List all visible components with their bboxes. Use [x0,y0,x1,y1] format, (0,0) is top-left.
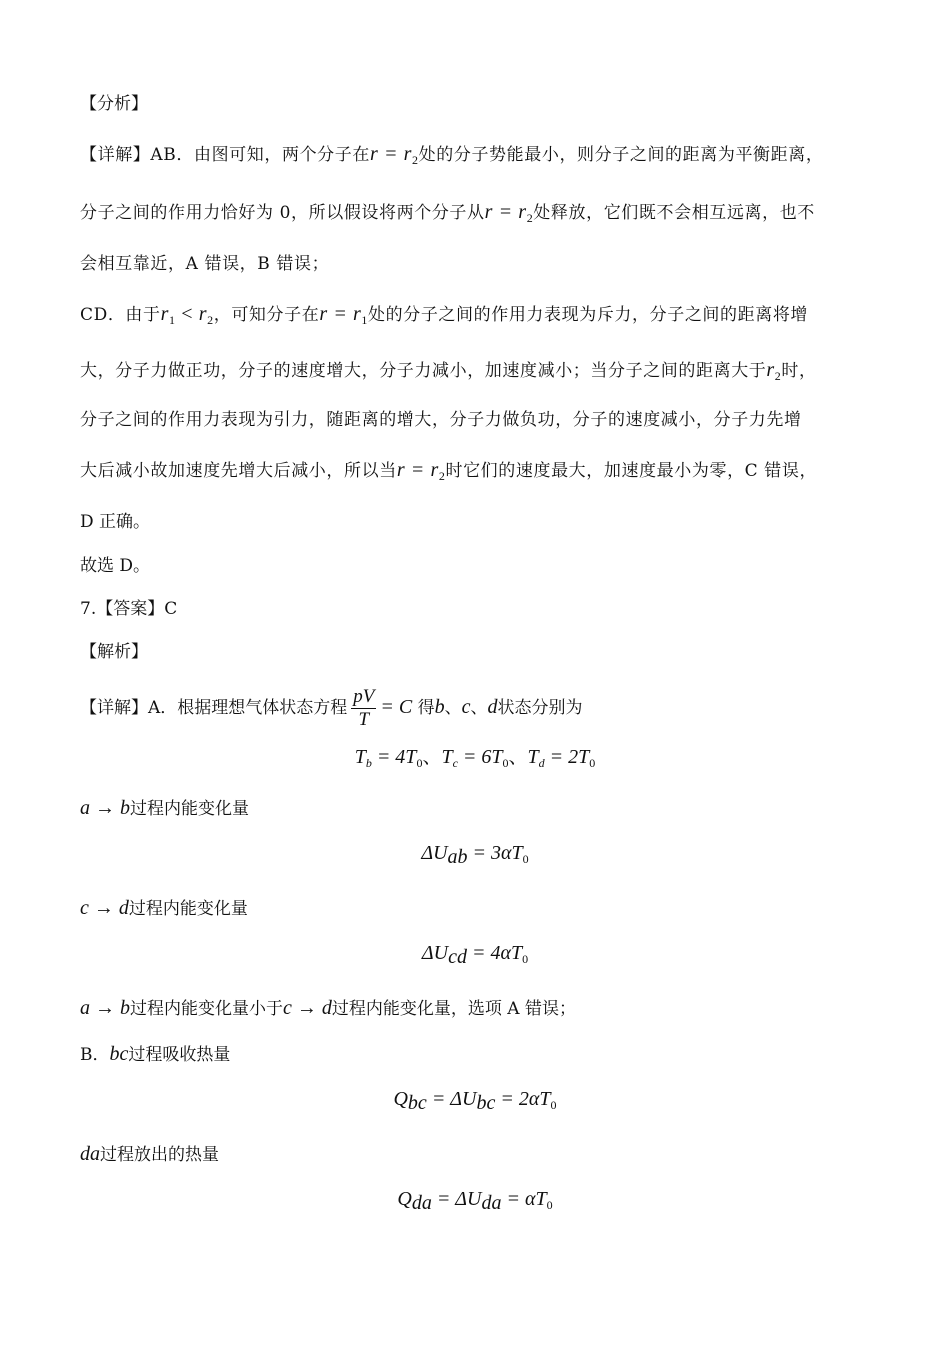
symbol-d: d [487,696,498,718]
symbol-b: b [434,696,445,718]
text: 分子之间的作用力恰好为 0，所以假设将两个分子从 [80,203,485,223]
formula-r-eq-r1: $r = r_1$ [319,303,369,327]
text: 过程放出的热量 [100,1145,219,1165]
equation-delta-u-cd: $\Delta U_{cd} = 4\alpha T_0$ [421,942,529,968]
option-a-conclusion: a → b过程内能变化量小于c → d过程内能变化量，选项 A 错误； [80,997,576,1019]
text: CD．由于 [80,305,161,325]
section-header-analysis: 【分析】 [80,94,148,114]
text: 过程吸收热量 [128,1045,231,1065]
paragraph-cd-line4 [80,458,817,488]
formula-ideal-gas: $\frac{pV}{T}$ [353,686,375,730]
text: 时， [781,361,817,381]
option-b-intro: B．bc过程吸收热量 [80,1043,231,1065]
equation-delta-u-ab: $\Delta U_{ab} = 3\alpha T_0$ [421,842,529,868]
text: 处释放，它们既不会相互远离，也不 [533,203,815,223]
text: 过程内能变化量小于 [130,999,283,1019]
text: 过程内能变化量 [130,799,249,819]
paragraph-cd-line5: D 正确。 [80,512,151,532]
paragraph-ab-line3: 会相互靠近，A 错误，B 错误； [80,254,330,274]
text: 处的分子之间的作用力表现为斥力，分子之间的距离将增 [368,305,809,325]
answer-choice-line: 故选 D。 [80,556,151,576]
formula-eq-c: = C [380,696,413,718]
text: 过程内能变化量，选项 A 错误； [331,999,576,1019]
text: 【详解】AB．由图可知，两个分子在 [80,145,370,165]
equation-q-bc: $Q_{bc} = \Delta U_{bc} = 2\alpha T_0$ [393,1088,557,1114]
paragraph-a-intro: 【详解】A．根据理想气体状态方程 $\frac{pV}{T}$ = C 得b、c、d状态分别为 [80,686,583,730]
equation-q-da: $Q_{da} = \Delta U_{da} = \alpha T_0$ [397,1188,553,1214]
text: 大，分子力做正功，分子的速度增大，分子力减小，加速度减小；当分子之间的距离大于 [80,361,767,381]
paragraph-cd-line3: 分子之间的作用力表现为引力，随距离的增大，分子力做负功，分子的速度减小，分子力先增 [80,410,802,430]
text: 得 [417,698,435,718]
formula-r1-lt-r2: $r_1 < r_2$ [160,303,214,327]
process-ab-label: a → b过程内能变化量 [80,797,249,819]
text: ，可知分子在 [213,305,320,325]
question-7-answer: 7.【答案】C [80,599,178,619]
formula-r-eq-r2: $r = r_2$ [396,459,446,483]
process-da-label: da过程放出的热量 [80,1143,219,1165]
formula-r2: $r_2$ [766,359,782,383]
process-cd-label: c → d过程内能变化量 [80,897,248,919]
paragraph-cd-line2 [80,358,817,388]
text: 【详解】A．根据理想气体状态方程 [80,698,348,718]
paragraph-ab-line2 [80,200,815,230]
text: 大后减小故加速度先增大后减小，所以当 [80,461,397,481]
equation-temperatures: $T_b = 4T_0$、$T_c = 6T_0$、$T_d = 2T_0$ [354,746,596,770]
text: 状态分别为 [497,698,583,718]
formula-r-eq-r2: $r = r_2$ [484,201,534,225]
formula-r-eq-r2: $r = r_2$ [369,143,419,167]
section-header-solution: 【解析】 [80,642,148,662]
paragraph-cd-line1 [80,302,808,332]
text: B． [80,1045,110,1065]
paragraph-ab-line1 [80,142,823,172]
text: 时它们的速度最大，加速度最小为零，C 错误， [445,461,818,481]
text: 处的分子势能最小，则分子之间的距离为平衡距离， [418,145,824,165]
text: 过程内能变化量 [128,899,248,919]
symbol-c: c [461,696,471,718]
